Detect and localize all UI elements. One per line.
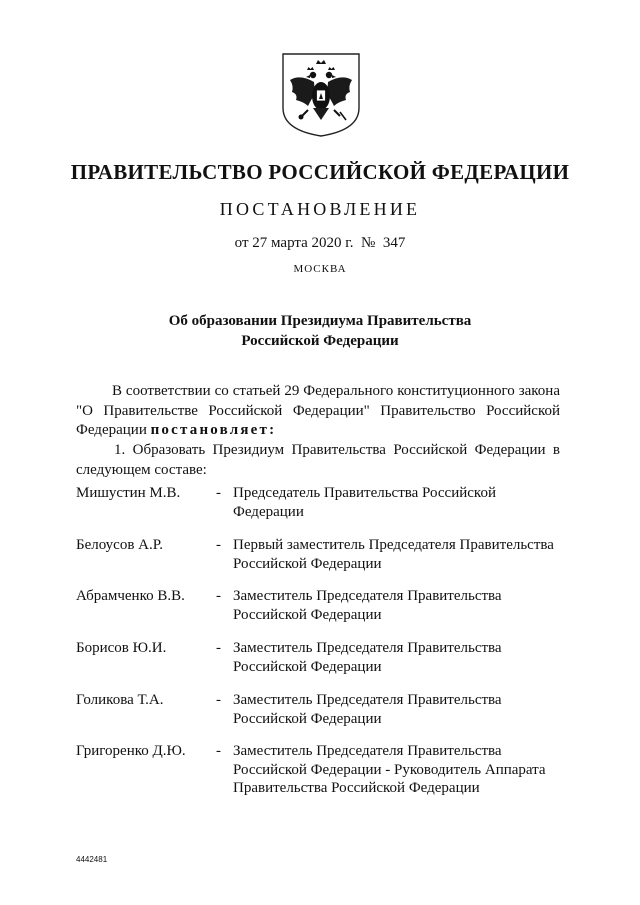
coat-of-arms-icon (280, 50, 362, 138)
role-line: Заместитель Председателя Правительства (233, 692, 502, 708)
role-line: Российской Федерации (233, 658, 382, 675)
member-name: Мишустин М.В. (76, 485, 181, 501)
member-role (233, 639, 563, 676)
title-line-1: Об образовании Президиума Правительства (168, 313, 472, 329)
decree-action: постановляет: (150, 422, 277, 438)
role-line: Российской Федерации (233, 555, 382, 572)
member-dash: - (216, 588, 221, 604)
member-name: Абрамченко В.В. (76, 588, 185, 604)
member-role (233, 742, 563, 798)
document-number: 347 (382, 235, 406, 251)
role-line: Заместитель Председателя Правительства (233, 743, 502, 759)
role-line: Председатель Правительства Российской (233, 485, 496, 501)
role-line: Российской Федерации (233, 710, 382, 727)
preamble-paragraph (76, 382, 560, 441)
role-line: Российской Федерации (233, 606, 382, 623)
title-line-2: Российской Федерации (241, 333, 399, 349)
document-type: ПОСТАНОВЛЕНИЕ (219, 199, 421, 219)
member-role (233, 691, 563, 728)
role-line: Заместитель Председателя Правительства (233, 588, 502, 604)
member-dash: - (216, 743, 221, 759)
document-id: 4442481 (76, 855, 108, 864)
preamble-text: В соответствии со статьей 29 Федерального конституционного закона "О Правительстве Российской Федерации" Правительство Российской Федерации (76, 383, 560, 438)
member-name: Борисов Ю.И. (76, 640, 167, 656)
role-line: Федерации (233, 503, 304, 520)
role-line: Российской Федерации - Руководитель Аппарата (233, 761, 546, 778)
document-title (0, 311, 640, 351)
member-role (233, 536, 563, 573)
member-role (233, 587, 563, 624)
member-name: Белоусов А.Р. (76, 537, 163, 553)
member-role (233, 484, 563, 521)
member-name: Голикова Т.А. (76, 692, 164, 708)
member-name: Григоренко Д.Ю. (76, 743, 186, 759)
document-date: от 27 марта 2020 г. (234, 235, 354, 251)
organization-heading: ПРАВИТЕЛЬСТВО РОССИЙСКОЙ ФЕДЕРАЦИИ (70, 160, 570, 184)
number-sign: № (361, 235, 376, 251)
city: МОСКВА (293, 263, 347, 275)
member-dash: - (216, 537, 221, 553)
member-dash: - (216, 692, 221, 708)
role-line: Первый заместитель Председателя Правительства (233, 537, 554, 553)
member-dash: - (216, 640, 221, 656)
role-line: Правительства Российской Федерации (233, 780, 480, 796)
member-dash: - (216, 485, 221, 501)
item-1-paragraph: 1. Образовать Президиум Правительства Российской Федерации в следующем составе: (76, 442, 560, 478)
date-line (0, 235, 640, 252)
role-line: Заместитель Председателя Правительства (233, 640, 502, 656)
